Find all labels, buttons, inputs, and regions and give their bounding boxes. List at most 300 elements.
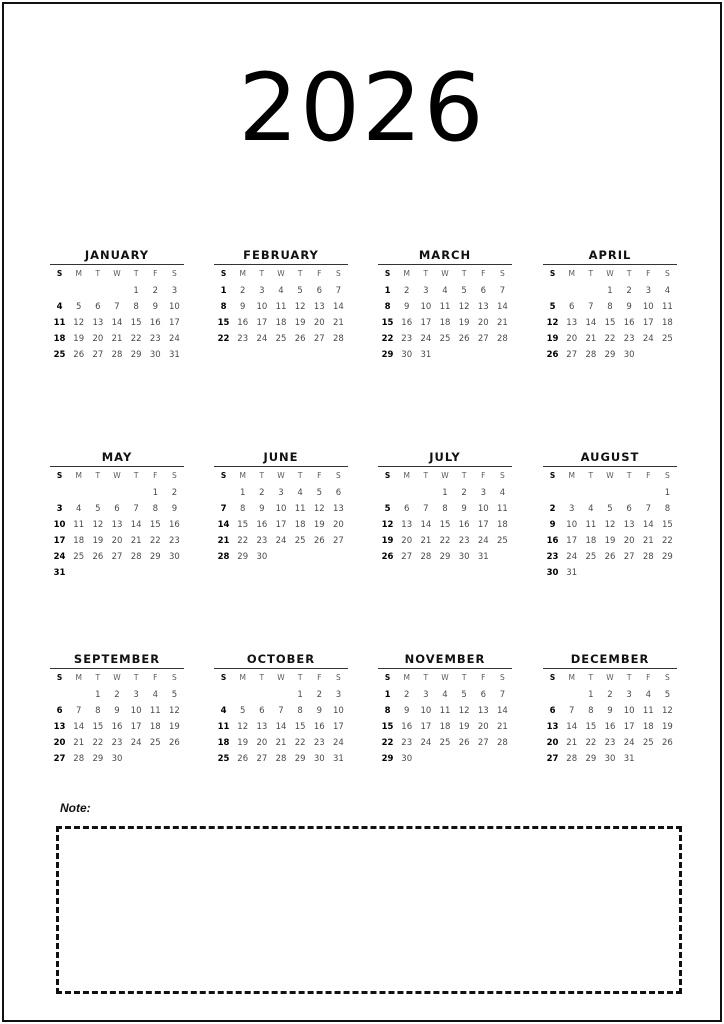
week-row: [543, 347, 677, 363]
day-cell: 20: [256, 738, 268, 748]
week-row: [50, 517, 184, 533]
day-cell: 24: [53, 552, 66, 562]
weekday-label: T: [95, 269, 101, 278]
week-row: [214, 299, 348, 315]
weekday-label: W: [606, 269, 614, 278]
day-cell: 2: [152, 286, 158, 296]
calendar-page: [2, 2, 722, 1022]
weekday-label: W: [606, 673, 614, 682]
day-cell: 21: [73, 738, 85, 748]
day-cell: 29: [92, 754, 104, 764]
week-row: [543, 283, 677, 299]
day-cell: 12: [92, 520, 104, 530]
day-cell: 15: [149, 520, 161, 530]
week-row: [543, 501, 677, 517]
day-cell: 22: [604, 334, 616, 344]
day-cell: 7: [114, 302, 120, 312]
day-cell: 28: [333, 334, 344, 344]
day-cell: 6: [114, 504, 120, 514]
day-cell: 16: [169, 520, 180, 530]
day-cell: 10: [566, 520, 578, 530]
day-cell: 15: [585, 722, 597, 732]
day-cell: 25: [275, 334, 287, 344]
month-april: [543, 248, 677, 363]
week-row: [378, 751, 512, 767]
day-cell: 1: [297, 690, 303, 700]
week-row: [50, 687, 184, 703]
week-row: [378, 485, 512, 501]
day-cell: 25: [53, 350, 66, 360]
month-name: JULY: [429, 450, 461, 464]
day-cell: 11: [53, 318, 66, 328]
day-cell: 15: [92, 722, 104, 732]
day-cell: 26: [313, 536, 325, 546]
day-cell: 20: [546, 738, 559, 748]
day-cell: 2: [626, 286, 632, 296]
day-cell: 28: [111, 350, 123, 360]
empty-day: [127, 751, 146, 767]
note-box[interactable]: [56, 826, 682, 994]
weekday-label: T: [461, 673, 467, 682]
month-november: [378, 652, 512, 767]
week-row: [50, 331, 184, 347]
week-row: [378, 315, 512, 331]
day-cell: 20: [401, 536, 413, 546]
day-cell: 22: [130, 334, 142, 344]
day-cell: 2: [607, 690, 613, 700]
day-cell: 18: [585, 536, 597, 546]
week-row: [543, 299, 677, 315]
day-cell: 30: [111, 754, 123, 764]
month-divider: [50, 264, 184, 265]
day-cell: 27: [477, 738, 489, 748]
empty-day: [658, 347, 677, 363]
weekday-label: F: [481, 471, 486, 480]
day-cell: 10: [256, 302, 268, 312]
day-cell: 19: [458, 318, 470, 328]
day-cell: 23: [169, 536, 180, 546]
day-cell: 7: [588, 302, 594, 312]
day-cell: 20: [92, 334, 104, 344]
day-cell: 15: [439, 520, 451, 530]
day-cell: 28: [642, 552, 654, 562]
day-cell: 3: [171, 286, 178, 296]
week-row: [543, 565, 677, 581]
day-cell: 22: [92, 738, 104, 748]
day-cell: 9: [316, 706, 322, 716]
day-cell: 28: [497, 738, 508, 748]
weekday-label: S: [549, 673, 556, 682]
day-cell: 6: [335, 488, 342, 498]
weekday-label: M: [75, 471, 82, 480]
day-cell: 9: [404, 302, 410, 312]
weekday-label: W: [606, 471, 614, 480]
weekday-label: F: [153, 673, 158, 682]
month-march: [378, 248, 512, 363]
empty-day: [271, 549, 290, 565]
empty-day: [127, 565, 146, 581]
day-cell: 2: [259, 488, 265, 498]
day-cell: 6: [259, 706, 265, 716]
day-cell: 3: [335, 690, 342, 700]
day-cell: 21: [566, 738, 578, 748]
day-cell: 13: [53, 722, 66, 732]
empty-day: [252, 687, 271, 703]
empty-day: [435, 751, 454, 767]
day-cell: 1: [220, 286, 227, 296]
weekday-label: S: [220, 269, 227, 278]
day-cell: 30: [256, 552, 268, 562]
week-row: [50, 703, 184, 719]
weekday-label: T: [297, 471, 303, 480]
day-cell: 4: [152, 690, 158, 700]
day-cell: 20: [477, 318, 489, 328]
day-cell: 18: [439, 722, 451, 732]
day-cell: 16: [458, 520, 470, 530]
month-name: AUGUST: [580, 450, 640, 464]
empty-day: [291, 549, 310, 565]
weekday-label: S: [500, 269, 505, 278]
day-cell: 5: [664, 690, 671, 700]
day-cell: 9: [259, 504, 265, 514]
day-cell: 17: [256, 318, 268, 328]
month-name: JUNE: [263, 450, 299, 464]
empty-day: [543, 485, 562, 501]
day-cell: 18: [275, 318, 287, 328]
day-cell: 22: [149, 536, 161, 546]
month-name: MAY: [101, 450, 133, 464]
day-cell: 28: [217, 552, 230, 562]
day-cell: 29: [149, 552, 161, 562]
day-cell: 27: [546, 754, 559, 764]
weekday-label: F: [481, 673, 486, 682]
weekday-header: [543, 671, 677, 685]
week-row: [50, 315, 184, 331]
empty-day: [165, 751, 184, 767]
day-cell: 11: [294, 504, 306, 514]
week-row: [543, 703, 677, 719]
day-cell: 27: [92, 350, 104, 360]
day-cell: 5: [549, 302, 556, 312]
month-name: MARCH: [418, 248, 472, 262]
day-cell: 13: [313, 302, 325, 312]
day-cell: 3: [259, 286, 265, 296]
weekday-header: [543, 267, 677, 281]
day-cell: 17: [53, 536, 66, 546]
month-name: NOVEMBER: [404, 652, 486, 666]
day-cell: 16: [546, 536, 559, 546]
weekday-label: T: [133, 673, 139, 682]
day-cell: 8: [220, 302, 227, 312]
weekday-label: F: [646, 673, 651, 682]
day-cell: 4: [499, 488, 506, 498]
day-cell: 22: [662, 536, 673, 546]
day-cell: 1: [607, 286, 613, 296]
month-name: FEBRUARY: [243, 248, 319, 262]
day-cell: 20: [313, 318, 325, 328]
day-cell: 9: [171, 504, 178, 514]
day-cell: 23: [401, 738, 413, 748]
empty-day: [639, 485, 658, 501]
weekday-label: S: [220, 673, 227, 682]
day-cell: 27: [53, 754, 66, 764]
day-cell: 15: [604, 318, 616, 328]
day-cell: 23: [111, 738, 123, 748]
week-row: [378, 719, 512, 735]
day-cell: 13: [623, 520, 635, 530]
month-may: [50, 450, 184, 581]
weekday-label: W: [441, 269, 449, 278]
empty-day: [416, 751, 435, 767]
day-cell: 5: [95, 504, 101, 514]
day-cell: 18: [149, 722, 161, 732]
empty-day: [639, 565, 658, 581]
day-cell: 5: [461, 690, 467, 700]
empty-day: [493, 751, 512, 767]
empty-day: [416, 485, 435, 501]
day-cell: 7: [278, 706, 284, 716]
day-cell: 26: [458, 738, 470, 748]
week-row: [378, 533, 512, 549]
weekday-label: F: [153, 471, 158, 480]
day-cell: 4: [220, 706, 227, 716]
day-cell: 28: [497, 334, 508, 344]
day-cell: 21: [585, 334, 597, 344]
day-cell: 15: [381, 318, 394, 328]
day-cell: 9: [626, 302, 632, 312]
day-cell: 7: [220, 504, 227, 514]
day-cell: 27: [333, 536, 344, 546]
month-july: [378, 450, 512, 565]
day-cell: 1: [384, 690, 391, 700]
day-cell: 17: [477, 520, 489, 530]
week-row: [543, 719, 677, 735]
day-cell: 15: [294, 722, 306, 732]
week-row: [50, 735, 184, 751]
day-cell: 10: [642, 302, 654, 312]
day-cell: 24: [333, 738, 344, 748]
week-row: [214, 735, 348, 751]
day-cell: 1: [588, 690, 594, 700]
empty-day: [146, 751, 165, 767]
week-row: [214, 751, 348, 767]
weekday-label: S: [665, 269, 670, 278]
week-row: [214, 517, 348, 533]
day-cell: 23: [546, 552, 559, 562]
day-cell: 14: [566, 722, 578, 732]
day-cell: 12: [169, 706, 180, 716]
month-december: [543, 652, 677, 767]
day-cell: 12: [546, 318, 559, 328]
day-cell: 11: [642, 706, 654, 716]
day-cell: 30: [546, 568, 559, 578]
empty-day: [543, 283, 562, 299]
day-cell: 22: [585, 738, 597, 748]
day-cell: 24: [256, 334, 268, 344]
weekday-label: F: [317, 269, 322, 278]
week-row: [50, 549, 184, 565]
day-cell: 22: [217, 334, 230, 344]
day-cell: 14: [497, 706, 508, 716]
weekday-label: T: [626, 471, 632, 480]
weekday-label: T: [133, 471, 139, 480]
month-name: APRIL: [588, 248, 632, 262]
day-cell: 4: [297, 488, 303, 498]
day-cell: 3: [480, 488, 486, 498]
day-cell: 3: [56, 504, 63, 514]
day-cell: 2: [404, 286, 410, 296]
weekday-label: S: [500, 471, 505, 480]
weekday-label: W: [441, 673, 449, 682]
day-cell: 4: [588, 504, 594, 514]
day-cell: 13: [111, 520, 123, 530]
day-cell: 9: [404, 706, 410, 716]
weekday-label: T: [588, 269, 594, 278]
week-row: [543, 533, 677, 549]
day-cell: 30: [401, 350, 413, 360]
empty-day: [310, 549, 329, 565]
weekday-label: T: [588, 673, 594, 682]
weekday-label: M: [75, 673, 82, 682]
empty-day: [543, 687, 562, 703]
day-cell: 28: [420, 552, 432, 562]
empty-day: [214, 485, 233, 501]
empty-day: [378, 485, 397, 501]
day-cell: 10: [420, 302, 432, 312]
month-divider: [378, 668, 512, 669]
weekday-label: T: [297, 673, 303, 682]
month-name: DECEMBER: [570, 652, 650, 666]
week-row: [378, 283, 512, 299]
day-cell: 3: [626, 690, 632, 700]
day-cell: 29: [604, 350, 616, 360]
week-row: [543, 549, 677, 565]
day-cell: 26: [381, 552, 394, 562]
empty-day: [397, 485, 416, 501]
day-cell: 14: [275, 722, 287, 732]
weekday-label: F: [153, 269, 158, 278]
day-cell: 4: [442, 286, 448, 296]
weekday-label: T: [95, 471, 101, 480]
month-divider: [214, 668, 348, 669]
weekday-label: S: [172, 673, 177, 682]
day-cell: 28: [275, 754, 287, 764]
day-cell: 5: [240, 706, 246, 716]
day-cell: 6: [480, 690, 486, 700]
day-cell: 29: [585, 754, 597, 764]
day-cell: 26: [604, 552, 616, 562]
empty-day: [69, 687, 88, 703]
day-cell: 9: [607, 706, 613, 716]
day-cell: 4: [664, 286, 671, 296]
week-row: [50, 565, 184, 581]
empty-day: [474, 751, 493, 767]
day-cell: 1: [95, 690, 101, 700]
weekday-label: S: [384, 471, 391, 480]
empty-day: [50, 687, 69, 703]
day-cell: 30: [149, 350, 161, 360]
day-cell: 23: [401, 334, 413, 344]
year-title: 2026: [238, 54, 486, 163]
day-cell: 1: [664, 488, 671, 498]
day-cell: 11: [497, 504, 508, 514]
day-cell: 2: [316, 690, 322, 700]
day-cell: 18: [497, 520, 508, 530]
day-cell: 6: [404, 504, 410, 514]
day-cell: 16: [401, 318, 413, 328]
empty-day: [329, 549, 348, 565]
day-cell: 8: [664, 504, 671, 514]
day-cell: 9: [461, 504, 467, 514]
day-cell: 8: [297, 706, 303, 716]
day-cell: 6: [480, 286, 486, 296]
day-cell: 6: [549, 706, 556, 716]
day-cell: 17: [623, 722, 635, 732]
day-cell: 9: [549, 520, 556, 530]
weekday-label: T: [626, 673, 632, 682]
month-name: OCTOBER: [246, 652, 316, 666]
day-cell: 28: [566, 754, 578, 764]
day-cell: 5: [384, 504, 391, 514]
empty-day: [165, 565, 184, 581]
week-row: [214, 533, 348, 549]
week-row: [378, 703, 512, 719]
week-row: [214, 485, 348, 501]
weekday-label: T: [461, 269, 467, 278]
day-cell: 19: [458, 722, 470, 732]
empty-day: [600, 485, 619, 501]
week-row: [378, 549, 512, 565]
month-june: [214, 450, 348, 565]
day-cell: 31: [566, 568, 578, 578]
day-cell: 8: [384, 706, 391, 716]
day-cell: 22: [439, 536, 451, 546]
day-cell: 17: [420, 722, 432, 732]
week-row: [50, 501, 184, 517]
empty-day: [562, 687, 581, 703]
day-cell: 7: [499, 690, 506, 700]
day-cell: 29: [381, 350, 394, 360]
weekday-header: [214, 267, 348, 281]
weekday-label: M: [75, 269, 82, 278]
day-cell: 11: [439, 302, 451, 312]
empty-day: [50, 485, 69, 501]
weekday-label: M: [403, 673, 410, 682]
empty-day: [581, 485, 600, 501]
day-cell: 20: [333, 520, 344, 530]
day-cell: 27: [477, 334, 489, 344]
day-cell: 31: [623, 754, 635, 764]
empty-day: [600, 565, 619, 581]
day-cell: 25: [497, 536, 508, 546]
week-row: [543, 735, 677, 751]
day-cell: 30: [169, 552, 180, 562]
day-cell: 29: [294, 754, 306, 764]
day-cell: 18: [53, 334, 66, 344]
day-cell: 6: [316, 286, 322, 296]
weekday-label: T: [423, 269, 429, 278]
day-cell: 17: [130, 722, 142, 732]
day-cell: 22: [237, 536, 249, 546]
day-cell: 21: [497, 318, 508, 328]
day-cell: 11: [73, 520, 85, 530]
day-cell: 3: [423, 690, 429, 700]
month-divider: [214, 466, 348, 467]
weekday-label: F: [317, 673, 322, 682]
day-cell: 12: [381, 520, 394, 530]
day-cell: 29: [381, 754, 394, 764]
month-divider: [543, 264, 677, 265]
